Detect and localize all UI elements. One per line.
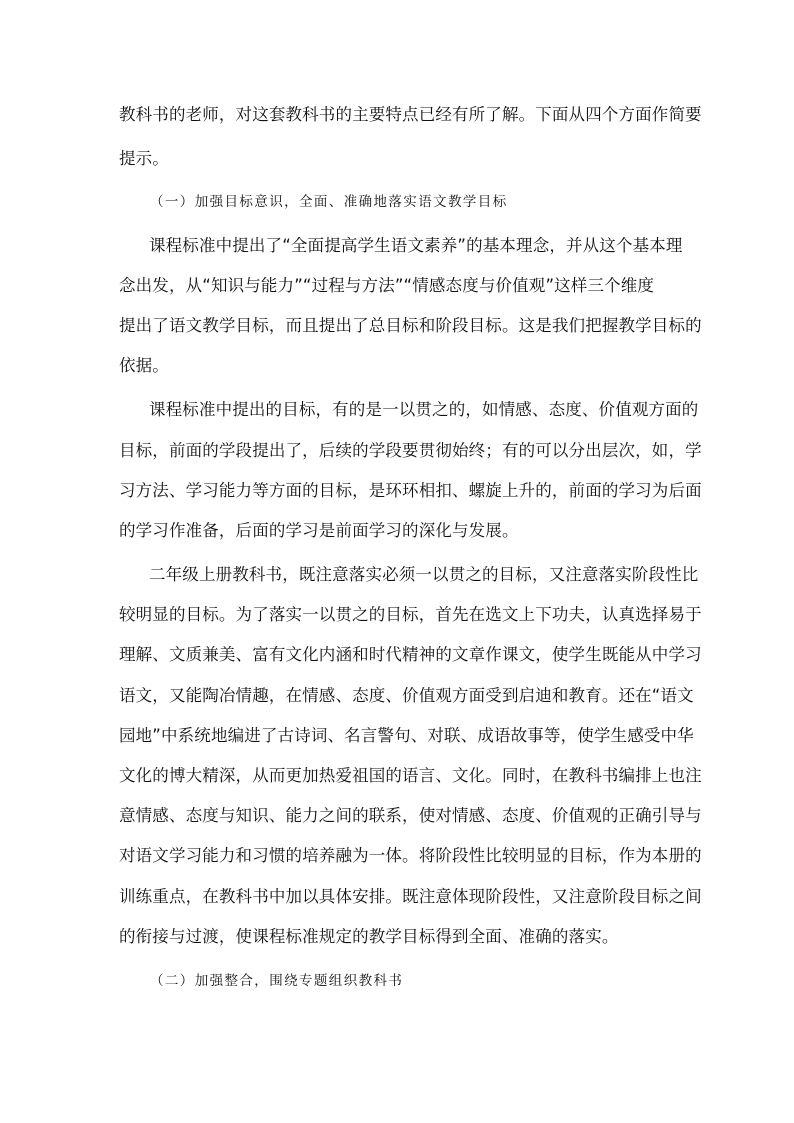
paragraph-line: 课程标准中提出的目标，有的是一以贯之的，如情感、态度、价值观方面的 bbox=[149, 400, 699, 419]
paragraph-line: 教科书的老师，对这套教科书的主要特点已经有所了解。下面从四个方面作简要 bbox=[119, 105, 702, 124]
paragraph-line: 文化的博大精深，从而更加热爱祖国的语言、文化。同时，在教科书编排上也注 bbox=[119, 766, 702, 785]
paragraph-line: 提出了语文教学目标，而且提出了总目标和阶段目标。这是我们把握教学目标的 bbox=[119, 316, 702, 335]
paragraph-line: 依据。 bbox=[119, 356, 169, 375]
paragraph-line: 语文，又能陶冶情趣，在情感、态度、价值观方面受到启迪和教育。还在“语文 bbox=[119, 686, 694, 705]
paragraph-line: 目标，前面的学段提出了，后续的学段要贯彻始终；有的可以分出层次，如，学 bbox=[119, 441, 702, 460]
paragraph-line: 的衔接与过渡，使课程标准规定的教学目标得到全面、准确的落实。 bbox=[119, 927, 619, 946]
paragraph-line: 二年级上册教科书，既注意落实必须一以贯之的目标，又注意落实阶段性比 bbox=[149, 565, 699, 584]
section-heading-1: （一）加强目标意识，全面、准确地落实语文教学目标 bbox=[150, 194, 508, 210]
paragraph-line: 理解、文质兼美、富有文化内涵和时代精神的文章作课文，使学生既能从中学习 bbox=[119, 645, 702, 664]
section-heading-2: （二）加强整合，围绕专题组织教科书 bbox=[150, 973, 404, 989]
paragraph-line: 课程标准中提出了“全面提高学生语文素养”的基本理念，并从这个基本理 bbox=[149, 236, 683, 255]
paragraph-line: 园地”中系统地编进了古诗词、名言警句、对联、成语故事等，使学生感受中华 bbox=[119, 726, 694, 745]
paragraph-line: 习方法、学习能力等方面的目标，是环环相扣、螺旋上升的，前面的学习为后面 bbox=[119, 481, 702, 500]
paragraph-line: 意情感、态度与知识、能力之间的联系，使对情感、态度、价值观的正确引导与 bbox=[119, 806, 702, 825]
paragraph-line: 念出发，从“知识与能力”“过程与方法”“情感态度与价值观”这样三个维度 bbox=[119, 276, 655, 295]
paragraph-line: 训练重点，在教科书中加以具体安排。既注意体现阶段性，又注意阶段目标之间 bbox=[119, 887, 702, 906]
paragraph-line: 较明显的目标。为了落实一以贯之的目标，首先在选文上下功夫，认真选择易于 bbox=[119, 605, 702, 624]
paragraph-line: 对语文学习能力和习惯的培养融为一体。将阶段性比较明显的目标，作为本册的 bbox=[119, 846, 702, 865]
paragraph-line: 提示。 bbox=[119, 149, 169, 168]
paragraph-line: 的学习作准备，后面的学习是前面学习的深化与发展。 bbox=[119, 521, 519, 540]
